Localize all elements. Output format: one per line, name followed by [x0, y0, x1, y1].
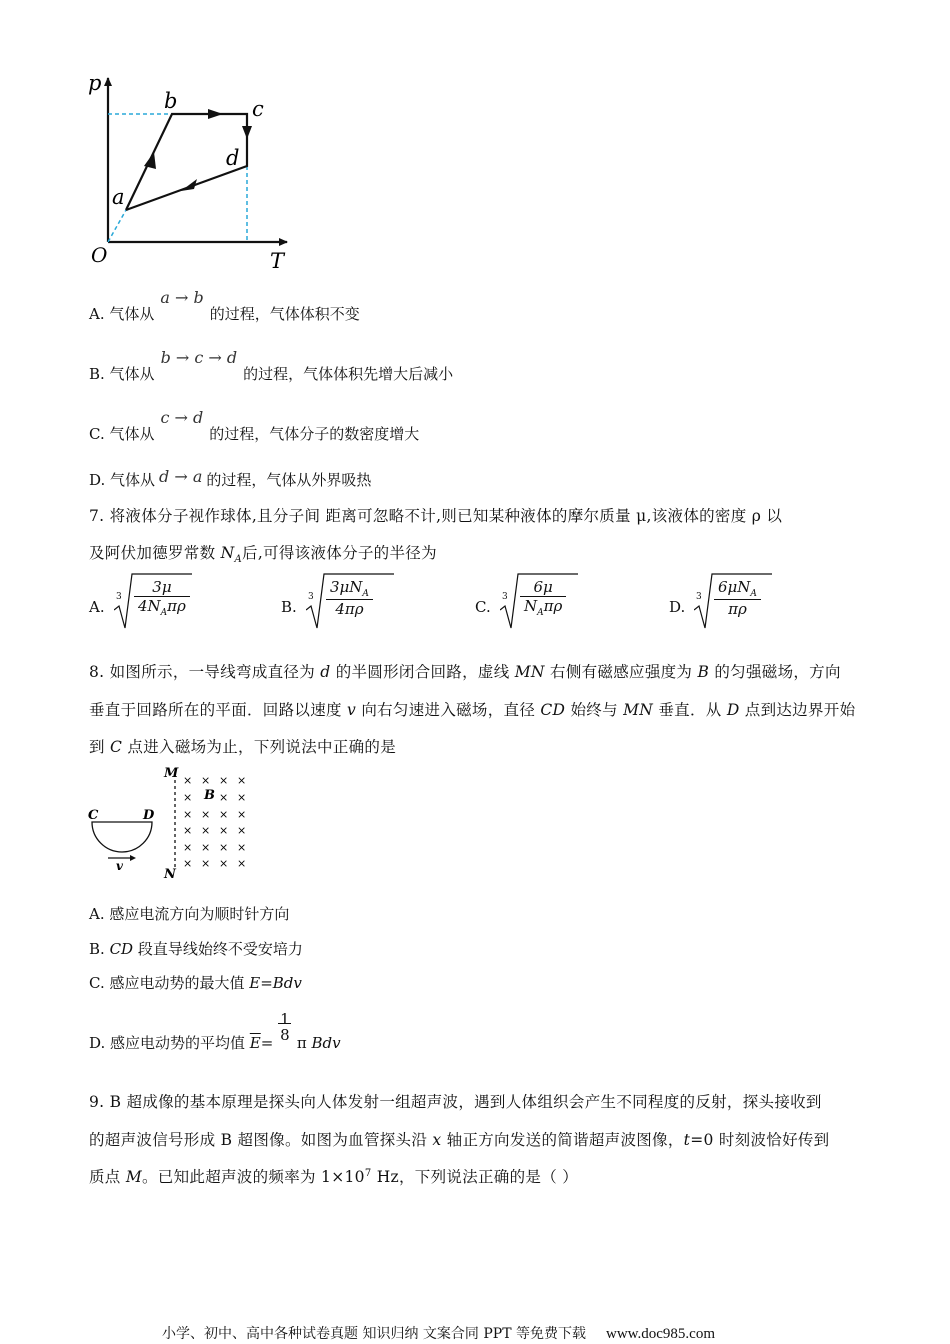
- fig-label-d: D: [143, 808, 155, 823]
- field-cross: ×: [183, 774, 193, 787]
- fig-label-n: N: [164, 867, 176, 882]
- field-cross: ×: [237, 808, 247, 821]
- fig-label-m: M: [164, 766, 179, 781]
- origin-label: O: [91, 243, 108, 267]
- root-index: 3: [116, 592, 122, 602]
- point-c-label: c: [252, 97, 264, 121]
- field-cross: ×: [237, 857, 247, 870]
- point-a-label: a: [112, 185, 125, 209]
- field-cross: ×: [237, 824, 247, 837]
- footer-url[interactable]: www.doc985.com: [605, 1326, 715, 1342]
- field-cross: ×: [183, 824, 193, 837]
- page-footer: [162, 1323, 715, 1343]
- field-cross: ×: [219, 808, 229, 821]
- q6-opt-a-math: a → b: [160, 288, 204, 307]
- pt-graph: [80, 68, 295, 273]
- field-cross: ×: [201, 824, 211, 837]
- field-cross: ×: [201, 841, 211, 854]
- fig-label-v: v: [116, 859, 123, 873]
- q9-stem-line1: 9. B 超成像的基本原理是探头向人体发射一组超声波，遇到人体组织会产生不同程度的反射，探头接收到: [89, 1093, 822, 1111]
- q7-stem-line2: 及阿伏加德罗常数 $N_A$后,可得该液体分子的半径为: [89, 544, 437, 566]
- root-index: 3: [696, 592, 702, 602]
- q6-option-d: D. 气体从 d → a 的过程，气体从外界吸热: [89, 467, 372, 489]
- q8-option-d: D. 感应电动势的平均值 $\overline{E}=$ $\frac{1}{8}$ π Bdv: [89, 1010, 341, 1052]
- root-index: 3: [308, 592, 314, 602]
- field-cross: ×: [201, 857, 211, 870]
- q8-stem-line1: 8. 如图所示，一导线弯成直径为 d 的半圆形闭合回路，虚线 MN 右侧有磁感应强度为 B 的匀强磁场，方向: [89, 663, 841, 681]
- field-cross: ×: [201, 808, 211, 821]
- field-cross: ×: [201, 774, 211, 787]
- axis-p-label: p: [88, 71, 102, 95]
- fig-label-c: C: [88, 808, 99, 823]
- q8-stem-line3: 到 C 点进入磁场为止，下列说法中正确的是: [89, 738, 397, 756]
- fig-label-b: B: [204, 788, 215, 803]
- q8-option-a: A. 感应电流方向为顺时针方向: [89, 905, 290, 923]
- q6-opt-d-math: d → a: [159, 467, 203, 486]
- footer-text: 小学、初中、高中各种试卷真题 知识归纳 文案合同 PPT 等免费下载: [162, 1326, 586, 1342]
- q9-stem-line3: 质点 M。已知此超声波的频率为 $1\times 10^7$ Hz，下列说法正确的是（ ）: [89, 1167, 579, 1186]
- q9-stem-line2: 的超声波信号形成 B 超图像。如图为血管探头沿 x 轴正方向发送的简谐超声波图像，t=0 时刻波恰好传到: [89, 1131, 830, 1149]
- dashed-guide-a: [108, 210, 126, 242]
- field-cross: ×: [183, 791, 193, 804]
- field-cross: ×: [219, 774, 229, 787]
- q8-stem-line2: 垂直于回路所在的平面．回路以速度 v 向右匀速进入磁场，直径 CD 始终与 MN 垂直．从 D 点到达边界开始: [89, 701, 856, 719]
- field-cross: ×: [237, 791, 247, 804]
- arrow-cd: [242, 126, 252, 139]
- axis-t-label: T: [270, 249, 285, 273]
- field-cross: ×: [219, 824, 229, 837]
- q8-option-c: C. 感应电动势的最大值 E=Bdv: [89, 974, 302, 992]
- field-cross: ×: [237, 841, 247, 854]
- field-cross: ×: [219, 791, 229, 804]
- arrow-bc: [208, 109, 223, 119]
- q6-option-a: A. 气体从a → b的过程，气体体积不变: [89, 288, 360, 323]
- field-cross: ×: [183, 857, 193, 870]
- q7-stem-line1: 7. 将液体分子视作球体,且分子间 距离可忽略不计,则已知某种液体的摩尔质量 μ,该液体的密度 ρ 以: [89, 507, 783, 525]
- q8-option-b: B. CD 段直导线始终不受安培力: [89, 940, 303, 958]
- field-cross: ×: [219, 857, 229, 870]
- field-cross: ×: [237, 774, 247, 787]
- arrow-ab: [144, 152, 156, 169]
- q6-opt-c-math: c → d: [160, 408, 204, 427]
- semicircle-loop: [92, 822, 152, 852]
- root-index: 3: [502, 592, 508, 602]
- q6-option-b: B. 气体从b → c → d的过程，气体体积先增大后减小: [89, 348, 454, 383]
- field-cross: ×: [183, 841, 193, 854]
- velocity-arrow-head: [130, 855, 136, 861]
- point-b-label: b: [164, 89, 178, 113]
- q8-field-figure: [86, 762, 256, 884]
- q6-opt-b-math: b → c → d: [160, 348, 238, 367]
- point-d-label: d: [226, 146, 240, 170]
- field-cross: ×: [219, 841, 229, 854]
- q6-option-c: C. 气体从c → d的过程，气体分子的数密度增大: [89, 408, 420, 443]
- field-cross: ×: [183, 808, 193, 821]
